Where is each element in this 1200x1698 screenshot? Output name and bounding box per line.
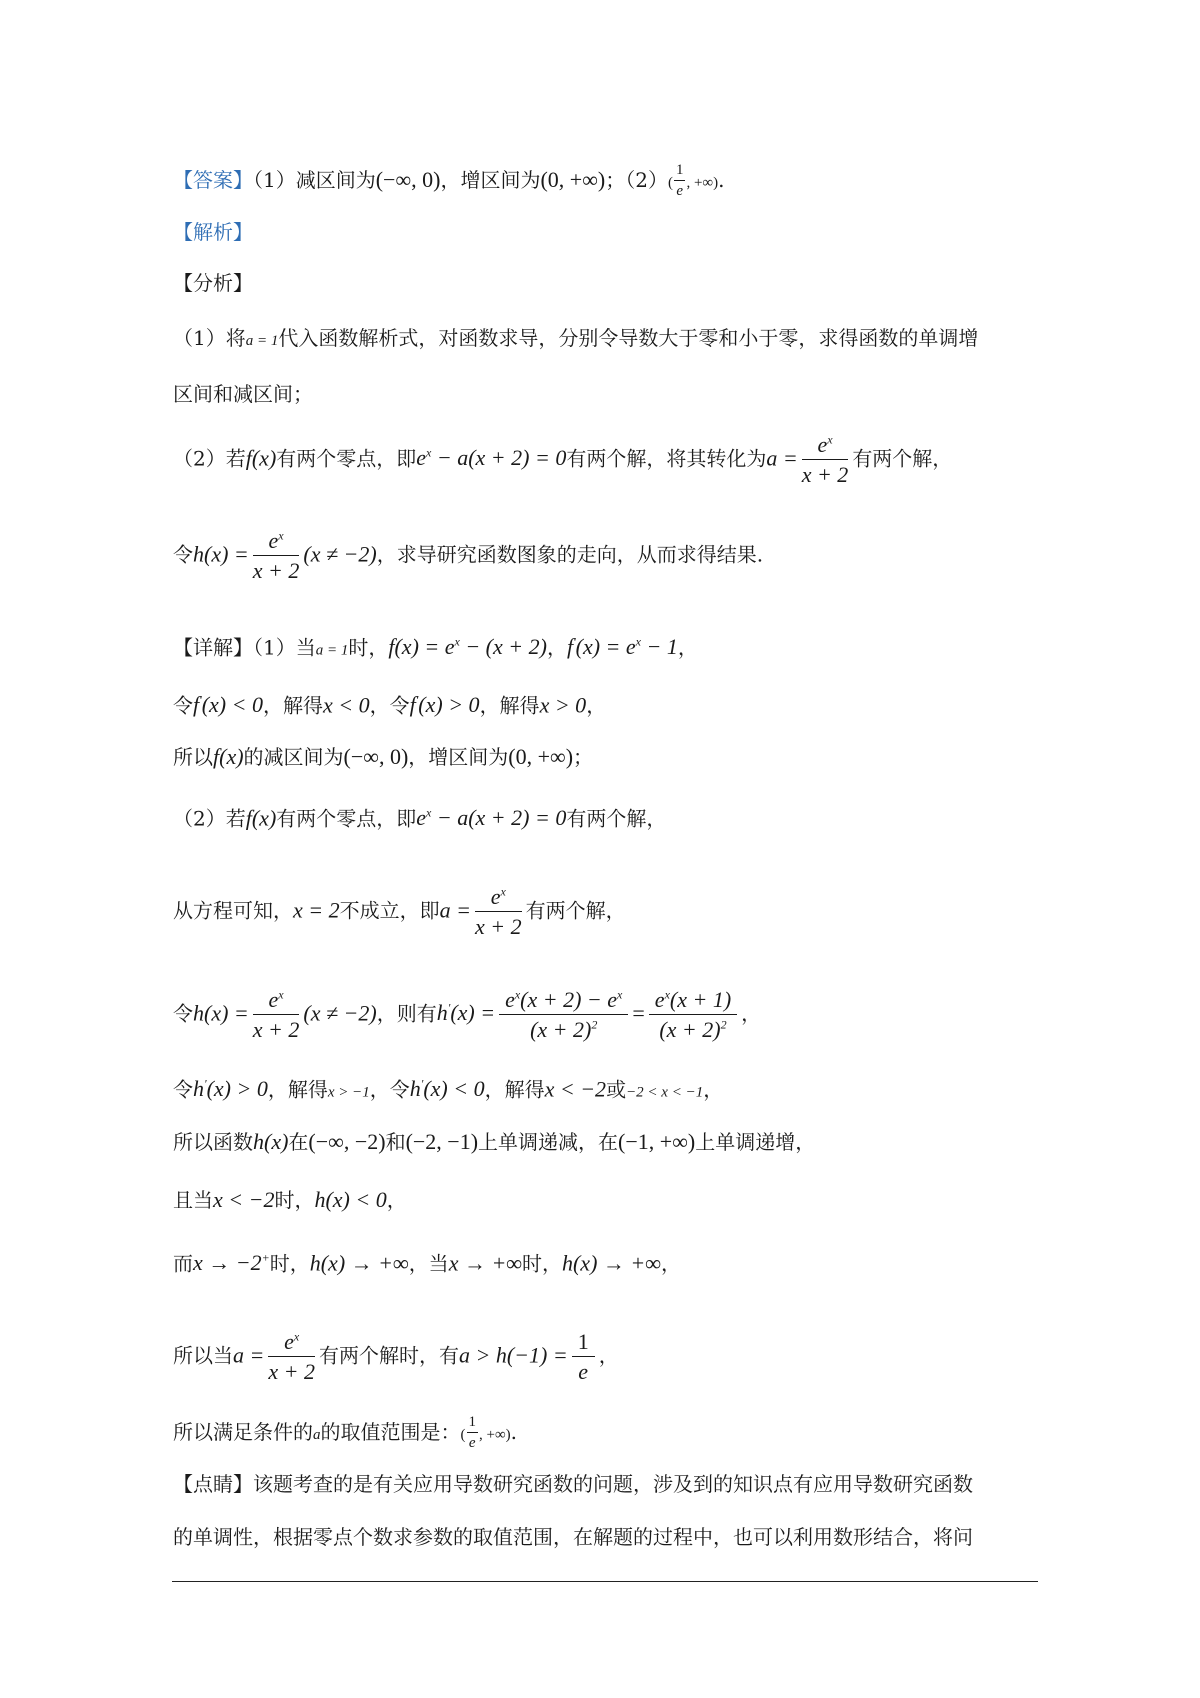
- jiexi-heading: 【解析】: [173, 220, 253, 244]
- answer-text-1: （1）减区间为: [253, 167, 376, 192]
- dianjing-l1: 【点睛】该题考查的是有关应用导数研究函数的问题，涉及到的知识点有应用导数研究函数: [173, 1472, 973, 1496]
- answer-open-paren: (: [667, 174, 673, 191]
- fenxi-p1-line2: 区间和减区间；: [173, 382, 313, 406]
- answer-frac-tail: , +∞): [686, 174, 719, 191]
- xiangjie-l11: 所以当a = $\frac{e^x}{x + 2}$ 有两个解时，有a > h(−1) = $\frac{1}{e}$ ，: [173, 1329, 619, 1385]
- answer-end: .: [718, 167, 725, 192]
- xiangjie-l1: 【详解】（1）当a = 1时，$f(x) = e^x - (x + 2)$，$f'(x) = e^x - 1$，: [173, 634, 698, 660]
- xiangjie-l6-fraction-1: $\frac{e^x}{x + 2}$: [252, 987, 300, 1043]
- xiangjie-l12-fraction: $\frac{1}{e}$: [468, 1414, 476, 1452]
- fenxi-p1-line1: （1）将a = 1代入函数解析式，对函数求导，分别令导数大于零和小于零，求得函数的单调增: [173, 326, 979, 350]
- fenxi-p3: 令h(x) = $\frac{e^x}{x + 2}$ (x ≠ −2)，求导研究函数图象的走向，从而求得结果.: [173, 528, 764, 584]
- fenxi-p1-math: a = 1: [245, 333, 279, 349]
- answer-text-2: ，增区间为: [440, 167, 541, 192]
- xiangjie-tag: 【详解】: [173, 635, 253, 660]
- xiangjie-l6-fraction-2: $\frac{e^x(x + 2) - e^x}{(x + 2)^2}$: [499, 987, 628, 1043]
- answer-line: [173, 162, 724, 201]
- answer-math-1: (−∞, 0): [375, 166, 441, 192]
- xiangjie-l3: 所以f(x)的减区间为(−∞, 0)，增区间为(0, +∞)；: [173, 744, 594, 769]
- xiangjie-l11-result-fraction: $\frac{1}{e}$: [572, 1329, 595, 1385]
- xiangjie-l5-fraction: $\frac{e^x}{x + 2}$: [474, 884, 522, 940]
- footer-rule: [172, 1581, 1038, 1582]
- xiangjie-l9: 且当x < −2时，h(x) < 0，: [173, 1187, 407, 1212]
- fenxi-p3-fraction: $\frac{e^x}{x + 2}$: [252, 528, 300, 584]
- fenxi-p2-fraction: $\frac{e^x}{x + 2}$: [801, 432, 849, 488]
- dianjing-tag: 【点睛】: [173, 1472, 253, 1496]
- xiangjie-l12: 所以满足条件的a的取值范围是：( $\frac{1}{e}$ , +∞).: [173, 1414, 518, 1452]
- xiangjie-l11-fraction: $\frac{e^x}{x + 2}$: [268, 1329, 315, 1385]
- fenxi-heading: 【分析】: [173, 271, 253, 295]
- xiangjie-l2: 令f'(x) < 0，解得x < 0，令f'(x) > 0，解得x > 0，: [173, 692, 607, 718]
- answer-text-3: ；（2）: [605, 167, 668, 192]
- answer-math-2: (0, +∞): [540, 166, 606, 192]
- answer-tag: 【答案】: [173, 167, 253, 192]
- xiangjie-l10: 而x → −2+时，h(x) → +∞，当x → +∞时，h(x) → +∞，: [173, 1250, 681, 1276]
- xiangjie-l6: 令h(x) = $\frac{e^x}{x + 2}$ (x ≠ −2)，则有h'(x) = $\frac{e^x(x + 2) - e^x}{(x + 2)^2}$ = $\frac{e^x(x + 1)}{(x + 2)^2}$ ，: [173, 987, 762, 1043]
- answer-fraction: $\frac{1}{e}$: [675, 162, 684, 200]
- xiangjie-l7: 令h'(x) > 0，解得x > −1，令h'(x) < 0，解得x < −2或−2 < x < −1，: [173, 1076, 724, 1102]
- dianjing-l2: 的单调性，根据零点个数求参数的取值范围，在解题的过程中，也可以利用数形结合，将问: [173, 1525, 973, 1549]
- fenxi-p2: （2）若f(x)有两个零点，即$e^x - a(x + 2) = 0$有两个解，将其转化为a = $\frac{e^x}{x + 2}$ 有两个解，: [173, 432, 953, 488]
- xiangjie-l5: 从方程可知，x = 2不成立，即a = $\frac{e^x}{x + 2}$ 有两个解，: [173, 884, 626, 940]
- xiangjie-l8: 所以函数h(x)在(−∞, −2)和(−2, −1)上单调递减，在(−1, +∞)上单调递增，: [173, 1129, 816, 1154]
- xiangjie-l4: （2）若f(x)有两个零点，即$e^x - a(x + 2) = 0$有两个解，: [173, 805, 667, 831]
- xiangjie-l6-fraction-3: $\frac{e^x(x + 1)}{(x + 2)^2}$: [649, 987, 737, 1043]
